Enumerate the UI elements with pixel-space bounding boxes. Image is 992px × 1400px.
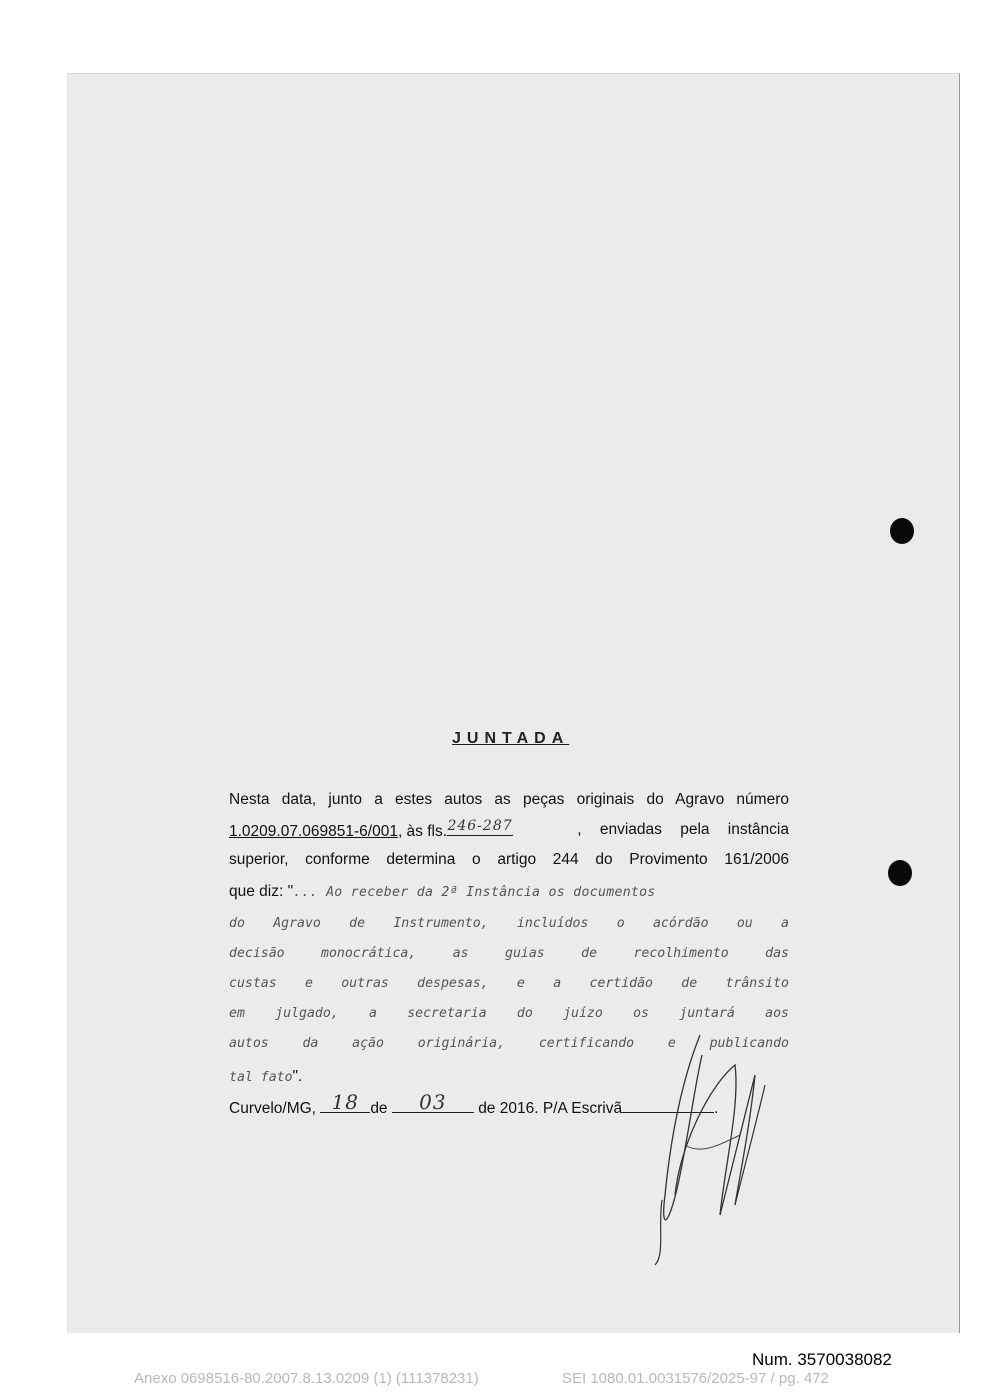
quote-line: autos da ação originária, certificando e publicando xyxy=(229,1036,789,1051)
annex-reference: Anexo 0698516-80.2007.8.13.0209 (1) (111378231) xyxy=(134,1370,479,1387)
document-title: JUNTADA xyxy=(452,730,570,747)
document-number: Num. 3570038082 xyxy=(752,1350,892,1369)
quote-line: do Agravo de Instrumento, incluídos o acórdão ou a xyxy=(229,916,789,931)
quote-line: tal fato". xyxy=(229,1068,303,1085)
fls-handwritten: 246-287 xyxy=(447,818,513,834)
paragraph-line: que diz: "... Ao receber da 2ª Instância os documentos xyxy=(229,883,656,900)
punch-hole-icon xyxy=(890,518,914,544)
agravo-number: 1.0209.07.069851-6/001 xyxy=(229,823,398,840)
quote-line: decisão monocrática, as guias de recolhimento das xyxy=(229,946,789,961)
month-blank xyxy=(392,1090,474,1114)
scanned-page xyxy=(67,73,960,1333)
quote-text: ... Ao receber da 2ª Instância os documentos xyxy=(293,885,656,900)
paragraph-line: 1.0209.07.069851-6/001, às fls. 246-287 , enviadas pela instância xyxy=(229,818,789,840)
day-blank xyxy=(320,1090,370,1114)
sei-reference: SEI 1080.01.0031576/2025-97 / pg. 472 xyxy=(562,1370,829,1387)
quote-line: custas e outras despesas, e a certidão de trânsito xyxy=(229,976,789,991)
fls-blank xyxy=(447,818,513,836)
quote-line: em julgado, a secretaria do juízo os juntará aos xyxy=(229,1006,789,1021)
paragraph-line: superior, conforme determina o artigo 244 do Provimento 161/2006 xyxy=(229,851,789,868)
date-signature-line: Curvelo/MG, 18 de 03 de 2016. P/A Escrivã . xyxy=(229,1090,719,1117)
month-handwritten: 03 xyxy=(419,1090,447,1114)
punch-hole-icon xyxy=(888,860,912,886)
signature-icon xyxy=(640,1025,790,1275)
paragraph-line: Nesta data, junto a estes autos as peças originais do Agravo número xyxy=(229,791,789,808)
day-handwritten: 18 xyxy=(331,1090,360,1114)
